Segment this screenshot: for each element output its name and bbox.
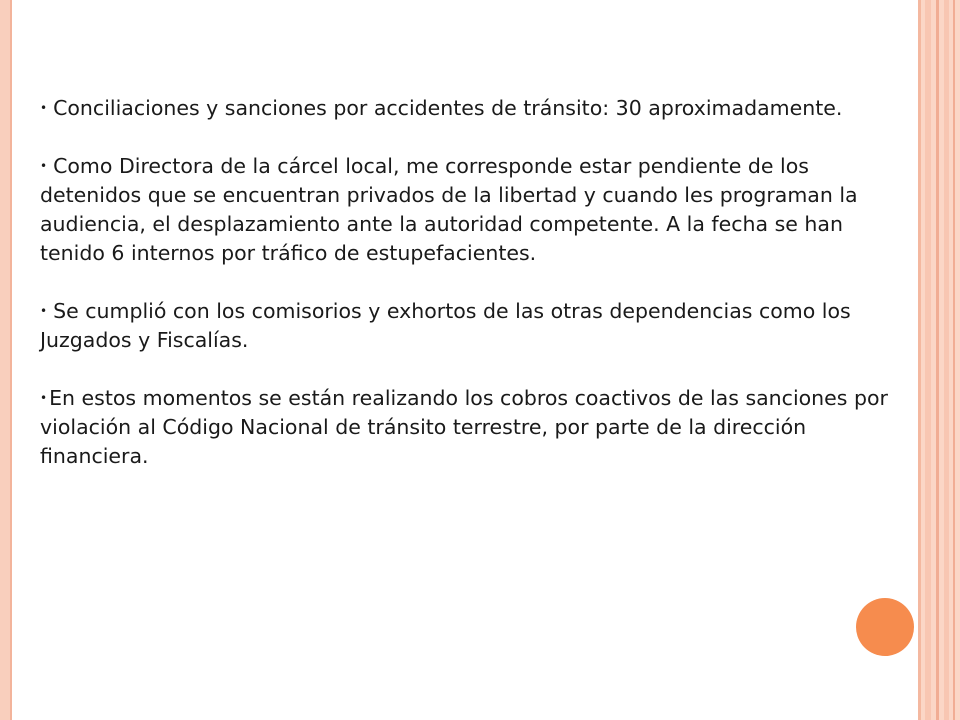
decorative-circle [856, 598, 914, 656]
left-frame-border [0, 0, 12, 720]
right-frame-stripe [918, 0, 921, 720]
bullet-item-collections [40, 384, 912, 471]
bullet-item-jail [40, 152, 912, 268]
right-frame-stripe [953, 0, 955, 720]
right-frame-stripe [944, 0, 949, 720]
bullet-icon: • [40, 391, 48, 405]
bullet-text: Como Directora de la cárcel local, me corresponde estar pendiente de los detenidos que se encuentran privados de la libertad y cuando les programan la audiencia, el desplazamiento ante la autoridad competente. A la fecha se han tenido 6 internos por tráfico de estupefacientes. [40, 154, 858, 265]
bullet-item-accidents [40, 94, 912, 123]
bullet-icon: • [40, 101, 48, 115]
bullet-text: En estos momentos se están realizando los cobros coactivos de las sanciones por violación al Código Nacional de tránsito terrestre, por parte de la dirección financiera. [40, 386, 888, 468]
bullet-text: Conciliaciones y sanciones por accidentes de tránsito: 30 aproximadamente. [53, 96, 843, 120]
right-frame-stripe [936, 0, 939, 720]
bullet-icon: • [40, 304, 48, 318]
bullet-icon: • [40, 159, 48, 173]
bullet-list [40, 94, 912, 500]
bullet-text: Se cumplió con los comisorios y exhortos de las otras dependencias como los Juzgados y Fiscalías. [40, 299, 851, 352]
bullet-item-commissions [40, 297, 912, 355]
right-frame-stripe [925, 0, 931, 720]
